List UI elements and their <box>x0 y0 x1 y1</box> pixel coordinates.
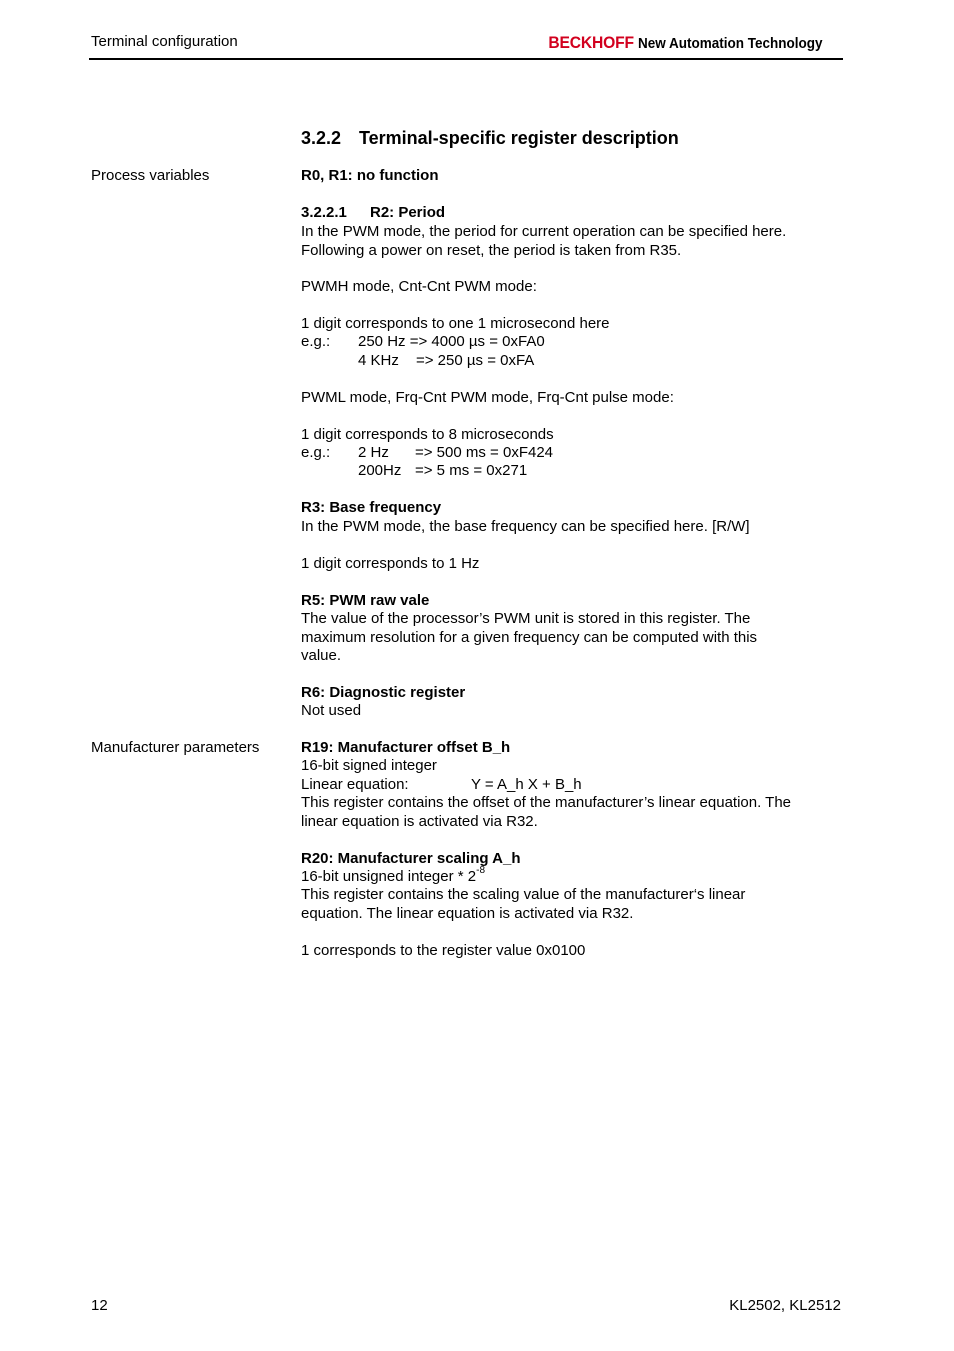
r19-eq-value: Y = A_h X + B_h <box>471 776 582 793</box>
r19-line1: 16-bit signed integer <box>301 757 437 774</box>
r19-heading: R19: Manufacturer offset B_h <box>301 739 511 756</box>
r2-number: 3.2.2.1 <box>301 204 347 221</box>
r2-digit-a: 1 digit corresponds to one 1 microsecond here <box>301 315 610 332</box>
margin-label-manufacturer-parameters: Manufacturer parameters <box>91 739 260 756</box>
eg-label: e.g.: <box>301 333 331 350</box>
header-title: Terminal configuration <box>91 33 238 50</box>
r3-heading: R3: Base frequency <box>301 499 442 516</box>
section-title: Terminal-specific register description <box>359 128 679 148</box>
r2-ex-a2-freq: 4 KHz <box>358 352 399 369</box>
r3-line2: 1 digit corresponds to 1 Hz <box>301 555 480 572</box>
r20-line2: This register contains the scaling value of the manufacturer‘s linear <box>301 886 746 903</box>
r2-ex-b2-freq: 200Hz <box>358 462 402 479</box>
r2-mode-a: PWMH mode, Cnt-Cnt PWM mode: <box>301 278 537 295</box>
r5-description <box>301 610 841 666</box>
r6-heading: R6: Diagnostic register <box>301 684 466 701</box>
logo-tagline: New Automation Technology <box>638 35 823 52</box>
r2-ex-b1-val: => 500 ms = 0xF424 <box>415 444 554 461</box>
logo-brand: BECKHOFF <box>548 33 634 52</box>
r2-heading <box>301 204 841 223</box>
r5-line3: value. <box>301 647 342 664</box>
margin-label-process-variables: Process variables <box>91 167 210 184</box>
r0-r1-heading: R0, R1: no function <box>301 167 439 184</box>
r2-example-a2 <box>301 352 841 371</box>
r5-line2: maximum resolution for a given frequency can be computed with this <box>301 628 758 646</box>
r20-line1-text: 16-bit unsigned integer * 2 <box>301 868 477 885</box>
r2-example-b1 <box>301 444 841 463</box>
r20-line4: 1 corresponds to the register value 0x0100 <box>301 942 586 959</box>
r2-mode-b: PWML mode, Frq-Cnt PWM mode, Frq-Cnt pulse mode: <box>301 389 674 406</box>
r2-ex-b1-freq: 2 Hz <box>358 444 389 461</box>
r2-ex-b2-val: => 5 ms = 0x271 <box>415 462 528 479</box>
r19-line3: This register contains the offset of the manufacturer’s linear equation. The <box>301 794 792 811</box>
r20-heading: R20: Manufacturer scaling A_h <box>301 850 521 867</box>
r2-ex-a2-val: => 250 µs = 0xFA <box>416 352 535 369</box>
r2-title: R2: Period <box>370 204 446 221</box>
r2-digit-b: 1 digit corresponds to 8 microseconds <box>301 426 554 443</box>
r20-line1 <box>301 865 841 887</box>
header-divider <box>89 58 843 60</box>
product-name: KL2502, KL2512 <box>729 1297 841 1314</box>
r2-ex-a1: 250 Hz => 4000 µs = 0xFA0 <box>358 333 545 350</box>
r20-line3: equation. The linear equation is activated via R32. <box>301 904 634 922</box>
section-number: 3.2.2 <box>301 128 342 148</box>
r5-heading: R5: PWM raw vale <box>301 592 430 609</box>
r19-description <box>301 794 841 831</box>
r19-equation <box>301 776 841 795</box>
r6-line1: Not used <box>301 702 362 719</box>
r19-line4: linear equation is activated via R32. <box>301 812 538 830</box>
page-number: 12 <box>91 1297 108 1314</box>
r20-description <box>301 886 841 923</box>
r2-line1: In the PWM mode, the period for current operation can be specified here. <box>301 223 787 240</box>
r2-example-b2 <box>301 462 841 481</box>
section-heading <box>301 128 679 149</box>
r2-example-a1 <box>301 333 841 352</box>
r2-line2: Following a power on reset, the period is taken from R35. <box>301 241 682 259</box>
eg-label: e.g.: <box>301 444 331 461</box>
r20-line1-exponent: -8 <box>476 865 486 876</box>
r19-eq-label: Linear equation: <box>301 776 409 793</box>
r2-description <box>301 223 841 260</box>
r5-line1: The value of the processor’s PWM unit is stored in this register. The <box>301 610 751 627</box>
beckhoff-logo <box>541 33 843 53</box>
r3-line1: In the PWM mode, the base frequency can be specified here. [R/W] <box>301 518 750 535</box>
